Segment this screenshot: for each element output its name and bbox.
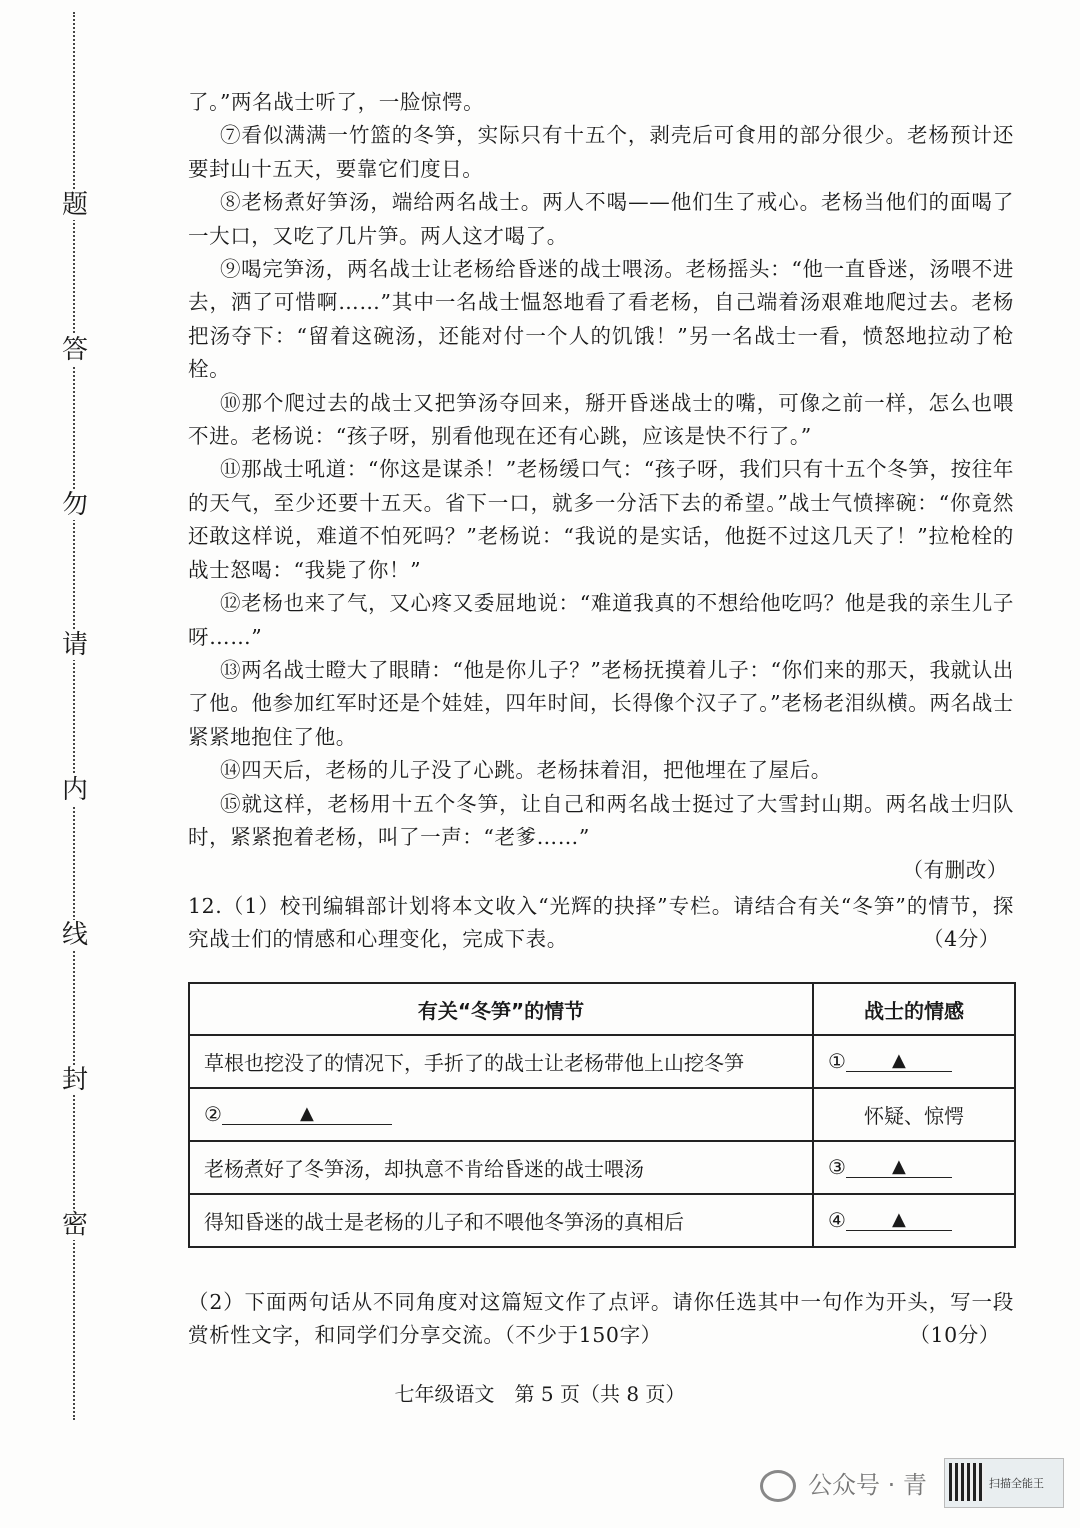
paragraph-10: ⑩那个爬过去的战士又把笋汤夺回来，掰开昏迷战士的嘴，可像之前一样，怎么也喂不进。老杨说：“孩子呀，别看他现在还有心跳，应该是快不行了。” — [188, 390, 1014, 449]
question-12-1 — [188, 890, 1014, 957]
question-12-2 — [188, 1286, 1014, 1353]
scan-badge: 扫描全能王 — [944, 1458, 1064, 1508]
plot-cell: 草根也挖没了的情况下，手折了的战士让老杨带他上山挖冬笋 — [189, 1035, 813, 1088]
qr-code-icon — [949, 1463, 985, 1501]
margin-char-7: 封 — [61, 1065, 88, 1095]
margin-char-4: 请 — [61, 630, 88, 660]
margin-char-3: 勿 — [61, 490, 88, 520]
table-row — [189, 1141, 1015, 1194]
plot-cell: 得知昏迷的战士是老杨的儿子和不喂他冬笋汤的真相后 — [189, 1194, 813, 1247]
margin-char-8: 密 — [61, 1210, 88, 1240]
margin-char-6: 线 — [61, 920, 88, 950]
paragraph-9: ⑨喝完笋汤，两名战士让老杨给昏迷的战士喂汤。老杨摇头：“他一直昏迷，汤喂不进去，洒了可惜啊……”其中一名战士愠怒地看了看老杨，自己端着汤艰难地爬过去。老杨把汤夺下：“留着这碗汤，还能对付一个人的饥饿！”另一名战士一看，愤怒地拉动了枪栓。 — [188, 257, 1014, 382]
question-12-1-score: （4分） — [923, 927, 1000, 952]
paragraph-11: ⑪那战士吼道：“你这是谋杀！”老杨缓口气：“孩子呀，我们只有十五个冬笋，按往年的天气，至少还要十五天。省下一口，就多一分活下去的希望。”战士气愤摔碗：“你竟然还敢这样说，难道不怕死吗？”老杨说：“我说的是实话，他挺不过这几天了！”拉枪栓的战士怒喝：“我毙了你！” — [188, 457, 1014, 582]
table-header-row — [189, 983, 1015, 1035]
question-12-2-score: （10分） — [909, 1323, 1000, 1348]
answer-blank-4[interactable]: ▲ — [846, 1206, 952, 1231]
emotion-cell[interactable]: ③ ▲ — [813, 1141, 1015, 1194]
table-row — [189, 1194, 1015, 1247]
paragraph-7: ⑦看似满满一竹篮的冬笋，实际只有十五个，剥壳后可食用的部分很少。老杨预计还要封山十五天，要靠它们度日。 — [188, 123, 1014, 181]
paragraph-12: ⑫老杨也来了气，又心疼又委屈地说：“难道我真的不想给他吃吗？他是我的亲生儿子呀……” — [188, 591, 1014, 649]
paragraph-13: ⑬两名战士瞪大了眼睛：“他是你儿子？”老杨抚摸着儿子：“你们来的那天，我就认出了他。他参加红军时还是个娃娃，四年时间，长得像个汉子了。”老杨老泪纵横。两名战士紧紧地抱住了他。 — [188, 657, 1014, 749]
plot-cell[interactable]: ② ▲ — [189, 1088, 813, 1141]
margin-char-5: 内 — [61, 775, 88, 805]
paragraph-15: ⑮就这样，老杨用十五个冬笋，让自己和两名战士挺过了大雪封山期。两名战士归队时，紧紧抱着老杨，叫了一声：“老爹……” — [188, 791, 1014, 849]
answer-blank-1[interactable]: ▲ — [846, 1047, 952, 1072]
page-footer: 七年级语文 第 5 页（共 8 页） — [394, 1382, 686, 1406]
answer-table — [188, 982, 1016, 1248]
paragraph-6-end: 了。”两名战士听了，一脸惊愕。 — [188, 90, 485, 114]
wechat-icon — [760, 1470, 796, 1502]
watermark: 公众号 · 青 — [760, 1465, 927, 1502]
table-row — [189, 1035, 1015, 1088]
margin-char-2: 答 — [61, 335, 88, 365]
answer-blank-3[interactable]: ▲ — [846, 1153, 952, 1178]
question-12-1-text: 12.（1）校刊编辑部计划将本文收入“光辉的抉择”专栏。请结合有关“冬笋”的情节，探究战士们的情感和心理变化，完成下表。 — [188, 893, 1014, 952]
seal-line — [73, 12, 75, 1420]
reading-passage — [188, 86, 1014, 957]
edit-note: （有删改） — [902, 858, 1008, 883]
paragraph-8: ⑧老杨煮好笋汤，端给两名战士。两人不喝——他们生了戒心。老杨当他们的面喝了一大口，又吃了几片笋。两人这才喝了。 — [188, 190, 1014, 248]
emotion-cell[interactable]: ① ▲ — [813, 1035, 1015, 1088]
header-emotion: 战士的情感 — [813, 983, 1015, 1035]
margin-char-1: 题 — [61, 190, 88, 220]
emotion-cell[interactable]: ④ ▲ — [813, 1194, 1015, 1247]
header-plot: 有关“冬笋”的情节 — [189, 983, 813, 1035]
table-row — [189, 1088, 1015, 1141]
question-12-2-text: （2）下面两句话从不同角度对这篇短文作了点评。请你任选其中一句作为开头，写一段赏析性文字，和同学们分享交流。（不少于150字） — [188, 1290, 1014, 1348]
emotion-cell: 怀疑、惊愕 — [813, 1088, 1015, 1141]
paragraph-14: ⑭四天后，老杨的儿子没了心跳。老杨抹着泪，把他埋在了屋后。 — [220, 758, 832, 783]
plot-cell: 老杨煮好了冬笋汤，却执意不肯给昏迷的战士喂汤 — [189, 1141, 813, 1194]
answer-blank-2[interactable]: ▲ — [222, 1100, 392, 1125]
